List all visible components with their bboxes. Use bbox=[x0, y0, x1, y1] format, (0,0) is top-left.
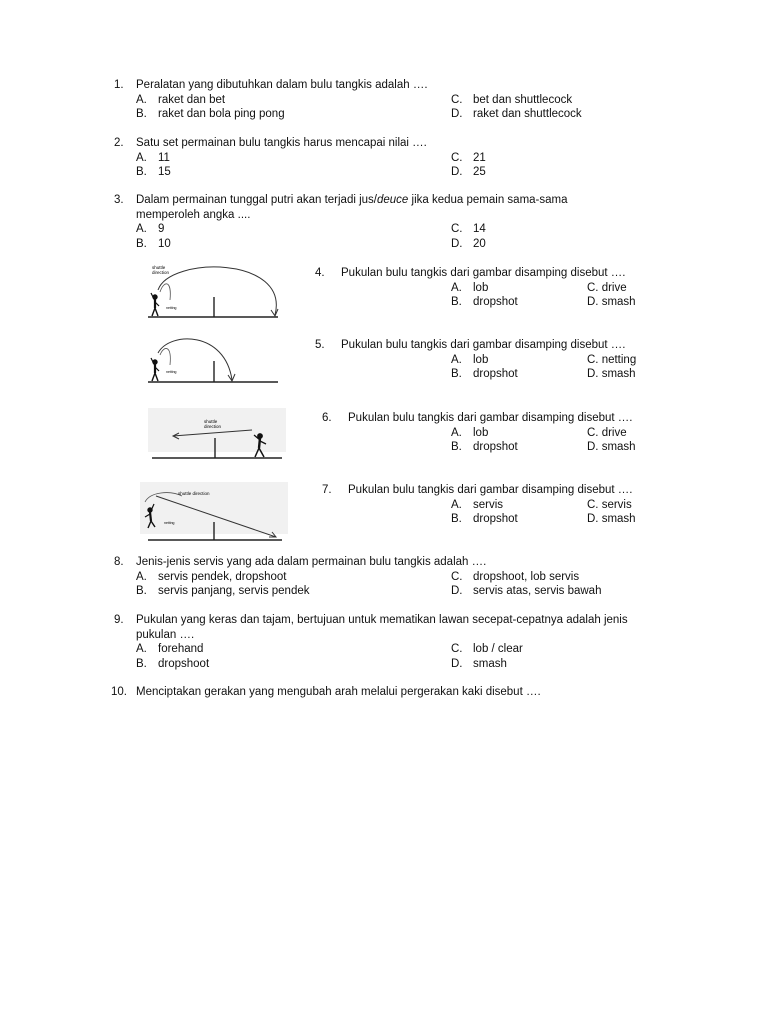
option-c: C. 14 bbox=[451, 223, 486, 235]
option-d: D. smash bbox=[587, 513, 636, 525]
option-a: A. lob bbox=[451, 353, 489, 366]
question-number: 8. bbox=[114, 556, 124, 568]
figure-drive bbox=[148, 408, 286, 462]
figure-label: direction bbox=[152, 270, 170, 275]
question-text: Pukulan bulu tangkis dari gambar disamping disebut …. bbox=[348, 484, 633, 496]
options bbox=[315, 281, 675, 310]
figure-label: shuttle bbox=[204, 419, 218, 424]
question-9 bbox=[114, 613, 694, 671]
option-c: C. servis bbox=[587, 498, 632, 511]
question-6 bbox=[322, 411, 682, 455]
question-text: Pukulan bulu tangkis dari gambar disamping disebut …. bbox=[341, 339, 626, 351]
figure-label: netting bbox=[166, 370, 177, 374]
question-text: Pukulan bulu tangkis dari gambar disamping disebut …. bbox=[341, 267, 626, 279]
option-a: A. servis pendek, dropshoot bbox=[136, 570, 287, 583]
options bbox=[136, 222, 684, 251]
question-number: 4. bbox=[315, 267, 325, 279]
figure-dropshot bbox=[140, 333, 285, 387]
options bbox=[136, 642, 694, 671]
option-b: B. servis panjang, servis pendek bbox=[136, 585, 310, 597]
question-number: 2. bbox=[114, 137, 124, 149]
question-text: Menciptakan gerakan yang mengubah arah melalui pergerakan kaki disebut …. bbox=[136, 686, 541, 698]
option-b: B. dropshot bbox=[451, 441, 518, 453]
option-d: D. smash bbox=[451, 657, 507, 670]
question-4 bbox=[315, 266, 675, 310]
option-d: D. 20 bbox=[451, 237, 486, 250]
figure-label: netting bbox=[164, 521, 175, 525]
question-5 bbox=[315, 338, 675, 382]
question-text-line2: memperoleh angka .... bbox=[136, 208, 251, 221]
option-b: B. dropshot bbox=[451, 513, 518, 525]
player-icon bbox=[151, 293, 159, 316]
option-c: C. drive bbox=[587, 426, 627, 439]
options bbox=[136, 93, 684, 122]
option-c: C. 21 bbox=[451, 151, 486, 164]
question-number: 10. bbox=[111, 686, 127, 698]
figure-label: direction bbox=[204, 424, 222, 429]
option-d: D. smash bbox=[587, 368, 636, 380]
question-10 bbox=[111, 685, 681, 700]
question-number: 5. bbox=[315, 339, 325, 351]
question-number: 1. bbox=[114, 79, 124, 91]
question-7 bbox=[322, 483, 682, 527]
question-text: Peralatan yang dibutuhkan dalam bulu tangkis adalah …. bbox=[136, 79, 428, 91]
question-text-line2: pukulan …. bbox=[136, 628, 195, 641]
player-icon bbox=[151, 358, 159, 381]
option-a: A. 11 bbox=[136, 151, 170, 164]
option-b: B. 10 bbox=[136, 237, 171, 250]
option-a: A. raket dan bet bbox=[136, 93, 226, 106]
option-a: A. lob bbox=[451, 281, 489, 294]
question-number: 6. bbox=[322, 412, 332, 424]
question-text: Dalam permainan tunggal putri akan terjadi jus/deuce jika kedua pemain sama-sama bbox=[136, 194, 568, 206]
question-number: 9. bbox=[114, 614, 124, 626]
option-a: A. servis bbox=[451, 498, 504, 511]
option-d: D. 25 bbox=[451, 166, 486, 178]
figure-label: shuttle bbox=[152, 265, 166, 270]
options bbox=[322, 426, 682, 455]
question-number: 3. bbox=[114, 194, 124, 206]
figure-label: netting bbox=[166, 306, 177, 310]
question-8 bbox=[114, 555, 684, 599]
question-number: 7. bbox=[322, 484, 332, 496]
option-c: C. dropshoot, lob servis bbox=[451, 570, 580, 583]
option-d: D. smash bbox=[587, 441, 636, 453]
option-a: A. 9 bbox=[136, 223, 165, 235]
option-b: B. 15 bbox=[136, 166, 171, 178]
options bbox=[315, 353, 675, 382]
option-d: D. smash bbox=[587, 296, 636, 308]
question-text: Pukulan yang keras dan tajam, bertujuan untuk mematikan lawan secepat-cepatnya adalah jenis bbox=[136, 614, 628, 626]
question-2 bbox=[114, 136, 684, 180]
question-1 bbox=[114, 78, 684, 122]
question-3 bbox=[114, 193, 684, 251]
option-b: B. raket dan bola ping pong bbox=[136, 108, 285, 120]
option-d: D. raket dan shuttlecock bbox=[451, 108, 582, 120]
option-c: C. drive bbox=[587, 281, 627, 294]
figure-smash bbox=[140, 482, 288, 544]
question-text: Pukulan bulu tangkis dari gambar disamping disebut …. bbox=[348, 412, 633, 424]
question-text: Jenis-jenis servis yang ada dalam permainan bulu tangkis adalah …. bbox=[136, 556, 487, 568]
options bbox=[136, 151, 684, 180]
figure-lob bbox=[140, 260, 285, 322]
option-c: C. lob / clear bbox=[451, 643, 523, 655]
option-c: C. bet dan shuttlecock bbox=[451, 93, 573, 106]
option-b: B. dropshot bbox=[451, 368, 518, 380]
options bbox=[322, 498, 682, 527]
options bbox=[136, 570, 684, 599]
option-a: A. lob bbox=[451, 426, 489, 439]
figure-label: shuttle direction bbox=[178, 491, 210, 496]
question-text: Satu set permainan bulu tangkis harus mencapai nilai …. bbox=[136, 137, 427, 149]
option-a: A. forehand bbox=[136, 643, 204, 655]
option-d: D. servis atas, servis bawah bbox=[451, 585, 602, 597]
option-b: B. dropshot bbox=[451, 296, 518, 308]
option-b: B. dropshoot bbox=[136, 657, 210, 670]
option-c: C. netting bbox=[587, 353, 637, 366]
